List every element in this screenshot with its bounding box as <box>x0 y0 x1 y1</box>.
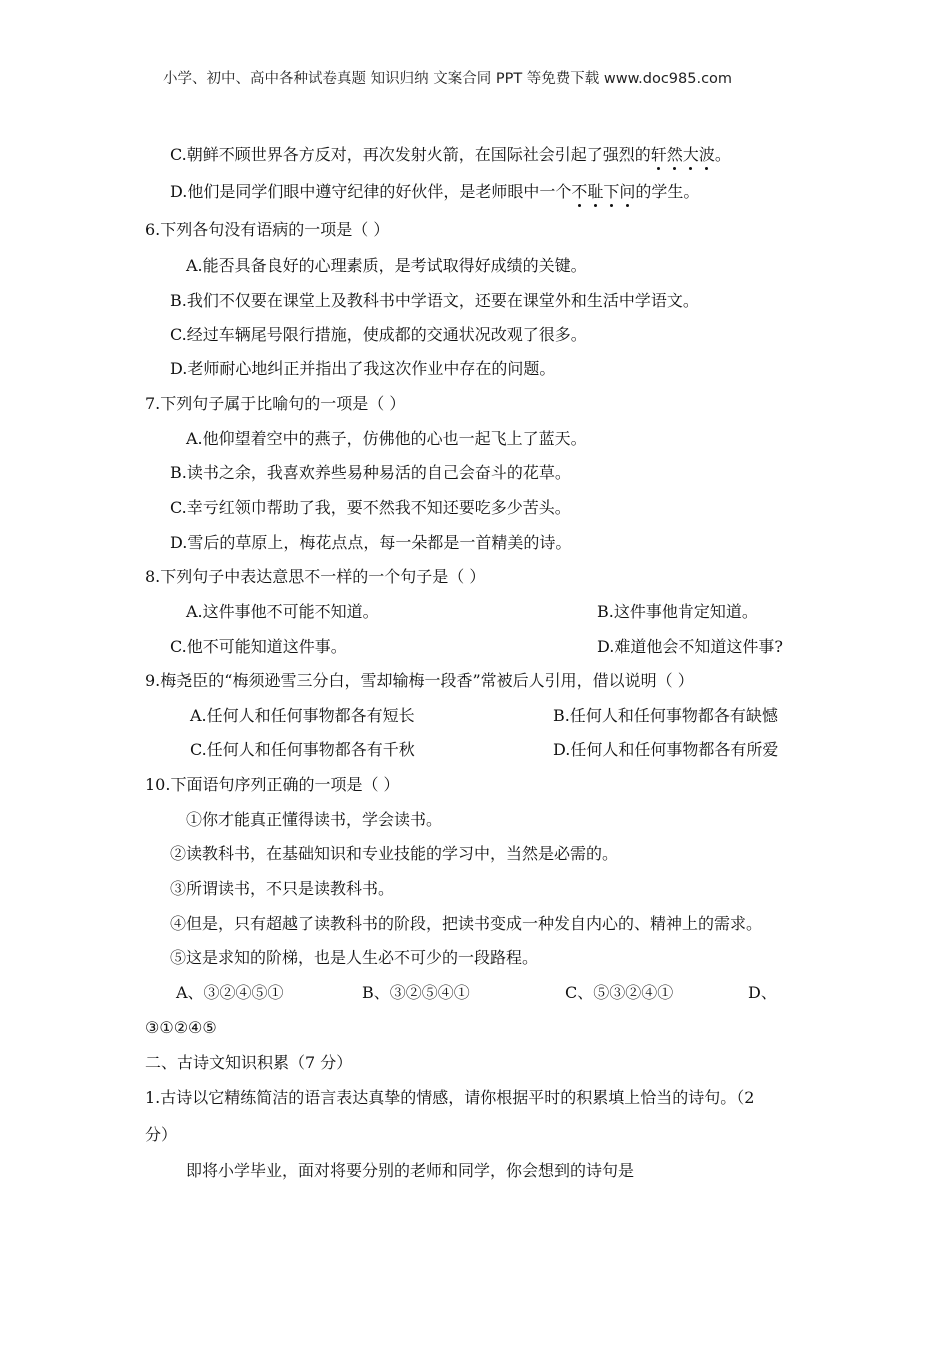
q5-option-c <box>170 144 731 166</box>
dotted-char: 轩 <box>650 145 667 164</box>
q9-option-b: B.任何人和任何事物都各有缺憾 <box>553 706 778 725</box>
q8-option-a: A.这件事他不可能不知道。 <box>186 602 379 621</box>
q6-stem: 6.下列各句没有语病的一项是（ ） <box>145 220 390 239</box>
q10-sentence-5: ⑤这是求知的阶梯，也是人生必不可少的一段路程。 <box>170 948 539 967</box>
q8-option-d: D.难道他会不知道这件事? <box>597 637 783 656</box>
q10-sentence-2: ②读教科书，在基础知识和专业技能的学习中，当然是必需的。 <box>170 844 619 863</box>
q10-sentence-4: ④但是，只有超越了读教科书的阶段，把读书变成一种发自内心的、精神上的需求。 <box>170 914 763 933</box>
q9-option-a: A.任何人和任何事物都各有短长 <box>190 706 415 725</box>
q10-option-a: A、③②④⑤① <box>176 983 284 1002</box>
q6-option-d: D.老师耐心地纠正并指出了我这次作业中存在的问题。 <box>170 359 556 378</box>
q10-option-b: B、③②⑤④① <box>362 983 470 1002</box>
dotted-char: 然 <box>666 145 683 164</box>
dotted-char: 问 <box>619 182 636 201</box>
q5-option-d <box>170 181 699 203</box>
q5-d-text: D.他们是同学们眼中遵守纪律的好伙伴，是老师眼中一个 <box>170 182 572 201</box>
q5-c-end: 。 <box>714 145 731 164</box>
q7-option-c: C.幸亏红领巾帮助了我，要不然我不知还要吃多少苦头。 <box>170 498 571 517</box>
q10-stem: 10.下面语句序列正确的一项是（ ） <box>145 775 400 794</box>
q6-option-c: C.经过车辆尾号限行措施，使成都的交通状况改观了很多。 <box>170 325 587 344</box>
s2-q1-line-1: 1.古诗以它精练简洁的语言表达真挚的情感，请你根据平时的积累填上恰当的诗句。（2 <box>145 1088 755 1107</box>
q7-option-b: B.读书之余，我喜欢养些易种易活的自己会奋斗的花草。 <box>170 463 571 482</box>
dotted-char: 下 <box>603 182 620 201</box>
page-header: 小学、初中、高中各种试卷真题 知识归纳 文案合同 PPT 等免费下载 www.doc985.com <box>163 71 733 87</box>
q10-option-d-continued: ③①②④⑤ <box>145 1018 217 1037</box>
dotted-char: 波 <box>698 145 715 164</box>
s2-q1-prompt: 即将小学毕业，面对将要分别的老师和同学，你会想到的诗句是 <box>186 1161 635 1180</box>
q8-stem: 8.下列句子中表达意思不一样的一个句子是（ ） <box>145 567 486 586</box>
q8-option-c: C.他不可能知道这件事。 <box>170 637 347 656</box>
q6-option-a: A.能否具备良好的心理素质，是考试取得好成绩的关键。 <box>186 256 587 275</box>
q10-option-d: D、 <box>748 983 777 1002</box>
q5-c-text: C.朝鲜不顾世界各方反对，再次发射火箭，在国际社会引起了强烈的 <box>170 145 651 164</box>
dotted-char: 不 <box>571 182 588 201</box>
q9-stem: 9.梅尧臣的“梅须逊雪三分白，雪却输梅一段香”常被后人引用，借以说明（ ） <box>145 671 694 690</box>
q8-option-b: B.这件事他肯定知道。 <box>597 602 758 621</box>
q10-option-c: C、⑤③②④① <box>565 983 674 1002</box>
q10-sentence-1: ①你才能真正懂得读书，学会读书。 <box>186 810 443 829</box>
q10-sentence-3: ③所谓读书，不只是读教科书。 <box>170 879 395 898</box>
q6-option-b: B.我们不仅要在课堂上及教科书中学语文，还要在课堂外和生活中学语文。 <box>170 291 699 310</box>
dotted-char: 大 <box>682 145 699 164</box>
dotted-char: 耻 <box>587 182 604 201</box>
q7-option-d: D.雪后的草原上，梅花点点，每一朵都是一首精美的诗。 <box>170 533 572 552</box>
q5-d-end: 的学生。 <box>635 182 700 201</box>
q7-stem: 7.下列句子属于比喻句的一项是（ ） <box>145 394 406 413</box>
section-2-title: 二、古诗文知识积累（7 分） <box>145 1053 353 1072</box>
q9-option-c: C.任何人和任何事物都各有千秋 <box>190 740 415 759</box>
q7-option-a: A.他仰望着空中的燕子，仿佛他的心也一起飞上了蓝天。 <box>186 429 587 448</box>
q9-option-d: D.任何人和任何事物都各有所爱 <box>553 740 779 759</box>
s2-q1-line-2: 分） <box>145 1125 178 1144</box>
